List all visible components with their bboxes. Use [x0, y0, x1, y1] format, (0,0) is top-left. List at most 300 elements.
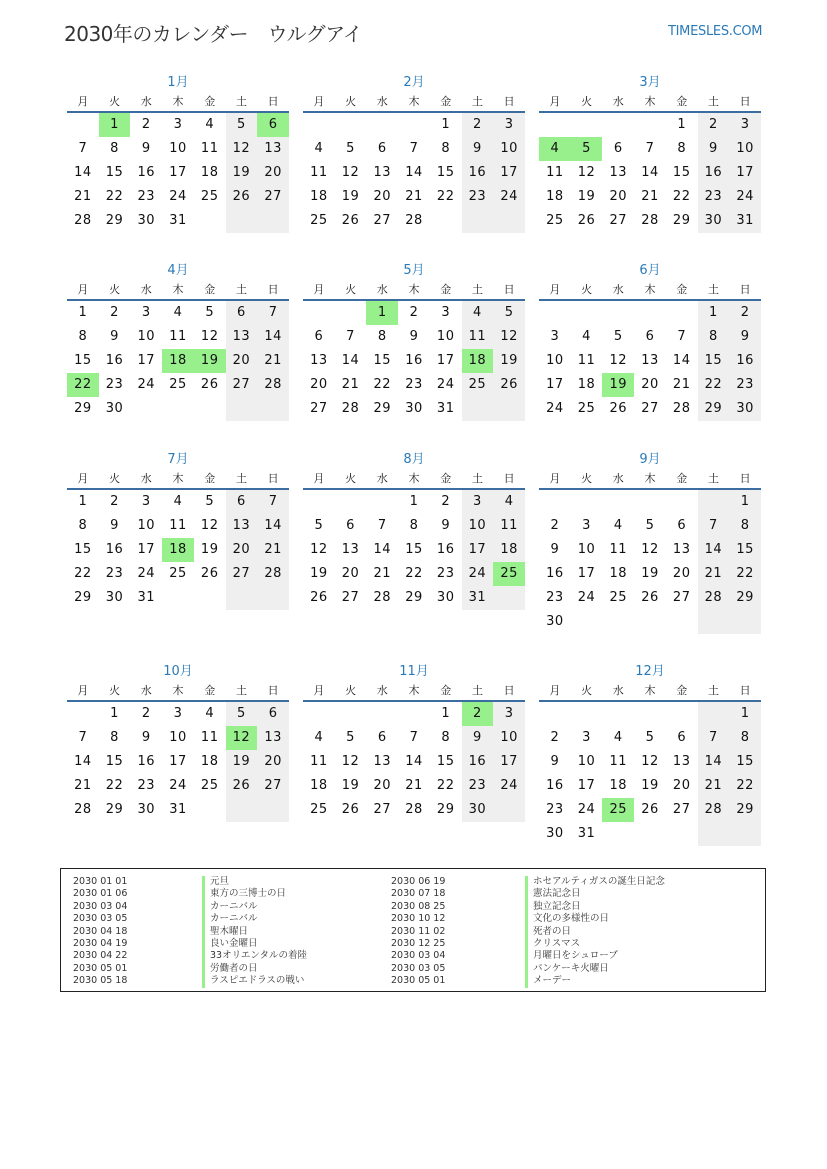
day-cell[interactable]: 12 [200, 518, 219, 533]
day-cell[interactable]: 16 [729, 349, 761, 373]
day-cell[interactable]: 8 [729, 514, 761, 538]
day-cell[interactable]: 6 [346, 518, 355, 533]
day-cell[interactable]: 21 [641, 189, 659, 204]
day-cell[interactable]: 5 [226, 702, 258, 726]
day-cell[interactable]: 9 [550, 754, 560, 769]
day-cell[interactable]: 21 [74, 189, 92, 204]
day-cell[interactable]: 21 [373, 566, 392, 581]
day-cell[interactable]: 15 [672, 165, 691, 180]
day-cell[interactable]: 17 [493, 750, 525, 774]
day-cell[interactable]: 22 [672, 189, 691, 204]
day-cell[interactable]: 11 [546, 165, 564, 180]
day-cell[interactable]: 14 [373, 542, 392, 557]
day-cell[interactable]: 29 [698, 397, 730, 421]
day-cell[interactable]: 30 [405, 401, 423, 416]
day-cell[interactable]: 20 [672, 778, 691, 793]
day-cell[interactable]: 5 [314, 518, 324, 533]
day-cell[interactable]: 21 [341, 377, 360, 392]
day-cell[interactable]: 10 [577, 754, 596, 769]
day-cell[interactable]: 27 [257, 185, 289, 209]
day-cell[interactable]: 20 [672, 566, 691, 581]
day-cell[interactable]: 12 [641, 542, 659, 557]
day-cell[interactable]: 24 [729, 185, 761, 209]
day-cell[interactable]: 24 [493, 185, 525, 209]
day-cell[interactable]: 10 [493, 137, 525, 161]
day-cell[interactable]: 15 [74, 542, 92, 557]
day-cell[interactable]: 25 [577, 401, 596, 416]
day-cell[interactable]: 19 [200, 542, 219, 557]
day-cell[interactable]: 12 [577, 165, 596, 180]
day-cell[interactable]: 13 [641, 353, 659, 368]
day-cell[interactable]: 18 [493, 538, 525, 562]
day-cell[interactable]: 31 [137, 590, 156, 605]
day-cell[interactable]: 21 [698, 774, 730, 798]
day-cell[interactable]: 12 [310, 542, 328, 557]
day-cell[interactable]: 12 [493, 325, 525, 349]
day-cell[interactable]: 14 [74, 754, 92, 769]
day-cell[interactable]: 2 [110, 305, 119, 320]
day-cell[interactable]: 30 [462, 798, 494, 822]
day-cell[interactable]: 29 [74, 401, 92, 416]
day-cell[interactable]: 15 [698, 349, 730, 373]
day-cell[interactable]: 27 [341, 590, 360, 605]
day-cell[interactable]: 27 [609, 213, 628, 228]
day-cell[interactable]: 28 [74, 802, 92, 817]
day-cell[interactable]: 3 [173, 117, 183, 132]
day-cell[interactable]: 28 [257, 562, 289, 586]
day-cell[interactable]: 16 [698, 161, 730, 185]
holiday-day-cell[interactable]: 12 [226, 726, 258, 750]
day-cell[interactable]: 28 [257, 373, 289, 397]
day-cell[interactable]: 4 [173, 494, 183, 509]
day-cell[interactable]: 15 [105, 754, 124, 769]
day-cell[interactable]: 8 [377, 329, 387, 344]
day-cell[interactable]: 8 [110, 730, 119, 745]
day-cell[interactable]: 7 [78, 141, 88, 156]
day-cell[interactable]: 2 [110, 494, 119, 509]
day-cell[interactable]: 19 [226, 161, 258, 185]
day-cell[interactable]: 19 [341, 778, 360, 793]
day-cell[interactable]: 15 [729, 750, 761, 774]
day-cell[interactable]: 8 [441, 730, 451, 745]
day-cell[interactable]: 27 [226, 562, 258, 586]
day-cell[interactable]: 23 [546, 590, 564, 605]
day-cell[interactable]: 10 [493, 726, 525, 750]
holiday-day-cell[interactable]: 6 [257, 113, 289, 137]
day-cell[interactable]: 17 [137, 542, 156, 557]
day-cell[interactable]: 21 [257, 538, 289, 562]
day-cell[interactable]: 16 [546, 566, 564, 581]
day-cell[interactable]: 24 [462, 562, 494, 586]
day-cell[interactable]: 27 [641, 401, 659, 416]
day-cell[interactable]: 22 [729, 774, 761, 798]
day-cell[interactable]: 3 [462, 490, 494, 514]
day-cell[interactable]: 14 [698, 538, 730, 562]
day-cell[interactable]: 9 [441, 518, 451, 533]
day-cell[interactable]: 21 [698, 562, 730, 586]
day-cell[interactable]: 10 [169, 141, 187, 156]
day-cell[interactable]: 1 [441, 706, 451, 721]
day-cell[interactable]: 23 [698, 185, 730, 209]
holiday-day-cell[interactable]: 22 [67, 373, 99, 397]
day-cell[interactable]: 26 [200, 566, 219, 581]
day-cell[interactable]: 10 [729, 137, 761, 161]
day-cell[interactable]: 23 [137, 778, 156, 793]
holiday-day-cell[interactable]: 2 [462, 702, 494, 726]
day-cell[interactable]: 2 [550, 730, 560, 745]
day-cell[interactable]: 23 [729, 373, 761, 397]
day-cell[interactable]: 28 [373, 590, 392, 605]
day-cell[interactable]: 22 [405, 566, 423, 581]
holiday-day-cell[interactable]: 18 [462, 349, 494, 373]
day-cell[interactable]: 1 [729, 702, 761, 726]
day-cell[interactable]: 4 [314, 141, 324, 156]
day-cell[interactable]: 20 [226, 349, 258, 373]
day-cell[interactable]: 22 [436, 778, 455, 793]
day-cell[interactable]: 4 [205, 706, 215, 721]
day-cell[interactable]: 31 [729, 209, 761, 233]
day-cell[interactable]: 1 [78, 305, 88, 320]
day-cell[interactable]: 3 [729, 113, 761, 137]
day-cell[interactable]: 25 [200, 778, 219, 793]
day-cell[interactable]: 26 [310, 590, 328, 605]
day-cell[interactable]: 12 [226, 137, 258, 161]
day-cell[interactable]: 23 [137, 189, 156, 204]
day-cell[interactable]: 14 [341, 353, 360, 368]
day-cell[interactable]: 30 [137, 213, 156, 228]
day-cell[interactable]: 18 [577, 377, 596, 392]
day-cell[interactable]: 28 [341, 401, 360, 416]
day-cell[interactable]: 10 [436, 329, 455, 344]
day-cell[interactable]: 11 [609, 542, 628, 557]
day-cell[interactable]: 4 [173, 305, 183, 320]
day-cell[interactable]: 25 [200, 189, 219, 204]
day-cell[interactable]: 22 [729, 562, 761, 586]
day-cell[interactable]: 8 [78, 329, 88, 344]
day-cell[interactable]: 11 [493, 514, 525, 538]
day-cell[interactable]: 4 [582, 329, 591, 344]
day-cell[interactable]: 22 [436, 189, 455, 204]
day-cell[interactable]: 6 [226, 301, 258, 325]
day-cell[interactable]: 26 [493, 373, 525, 397]
day-cell[interactable]: 27 [257, 774, 289, 798]
day-cell[interactable]: 25 [609, 590, 628, 605]
day-cell[interactable]: 20 [226, 538, 258, 562]
day-cell[interactable]: 11 [609, 754, 628, 769]
day-cell[interactable]: 26 [641, 590, 659, 605]
holiday-day-cell[interactable]: 18 [162, 538, 194, 562]
day-cell[interactable]: 8 [409, 518, 419, 533]
holiday-day-cell[interactable]: 1 [366, 301, 398, 325]
day-cell[interactable]: 1 [78, 494, 88, 509]
day-cell[interactable]: 12 [200, 329, 219, 344]
day-cell[interactable]: 7 [698, 514, 730, 538]
day-cell[interactable]: 5 [205, 494, 215, 509]
day-cell[interactable]: 6 [226, 490, 258, 514]
day-cell[interactable]: 7 [677, 329, 687, 344]
day-cell[interactable]: 14 [672, 353, 691, 368]
day-cell[interactable]: 9 [550, 542, 560, 557]
day-cell[interactable]: 1 [409, 494, 419, 509]
day-cell[interactable]: 16 [546, 778, 564, 793]
day-cell[interactable]: 28 [698, 586, 730, 610]
day-cell[interactable]: 24 [577, 802, 596, 817]
day-cell[interactable]: 14 [641, 165, 659, 180]
holiday-day-cell[interactable]: 1 [99, 113, 131, 137]
day-cell[interactable]: 14 [698, 750, 730, 774]
holiday-day-cell[interactable]: 19 [602, 373, 634, 397]
day-cell[interactable]: 17 [169, 754, 187, 769]
day-cell[interactable]: 29 [405, 590, 423, 605]
day-cell[interactable]: 22 [105, 778, 124, 793]
day-cell[interactable]: 25 [169, 377, 187, 392]
day-cell[interactable]: 13 [373, 754, 392, 769]
day-cell[interactable]: 25 [169, 566, 187, 581]
day-cell[interactable]: 13 [341, 542, 360, 557]
day-cell[interactable]: 17 [137, 353, 156, 368]
day-cell[interactable]: 31 [169, 802, 187, 817]
day-cell[interactable]: 22 [74, 566, 92, 581]
day-cell[interactable]: 31 [577, 826, 596, 841]
day-cell[interactable]: 11 [577, 353, 596, 368]
day-cell[interactable]: 24 [493, 774, 525, 798]
day-cell[interactable]: 26 [609, 401, 628, 416]
day-cell[interactable]: 12 [341, 165, 360, 180]
day-cell[interactable]: 23 [462, 185, 494, 209]
day-cell[interactable]: 30 [105, 590, 124, 605]
day-cell[interactable]: 6 [377, 730, 387, 745]
day-cell[interactable]: 15 [436, 754, 455, 769]
day-cell[interactable]: 11 [169, 518, 187, 533]
day-cell[interactable]: 28 [74, 213, 92, 228]
day-cell[interactable]: 21 [405, 189, 423, 204]
day-cell[interactable]: 26 [341, 213, 360, 228]
day-cell[interactable]: 28 [405, 213, 423, 228]
day-cell[interactable]: 4 [462, 301, 494, 325]
day-cell[interactable]: 7 [78, 730, 88, 745]
day-cell[interactable]: 7 [645, 141, 655, 156]
day-cell[interactable]: 13 [257, 726, 289, 750]
day-cell[interactable]: 9 [698, 137, 730, 161]
day-cell[interactable]: 9 [141, 730, 151, 745]
site-brand[interactable]: TIMESLES.COM [668, 24, 763, 39]
day-cell[interactable]: 20 [609, 189, 628, 204]
day-cell[interactable]: 17 [577, 778, 596, 793]
day-cell[interactable]: 6 [677, 518, 687, 533]
day-cell[interactable]: 20 [373, 189, 392, 204]
day-cell[interactable]: 13 [226, 325, 258, 349]
day-cell[interactable]: 10 [169, 730, 187, 745]
day-cell[interactable]: 27 [226, 373, 258, 397]
day-cell[interactable]: 23 [405, 377, 423, 392]
day-cell[interactable]: 6 [645, 329, 655, 344]
day-cell[interactable]: 10 [462, 514, 494, 538]
day-cell[interactable]: 16 [105, 542, 124, 557]
day-cell[interactable]: 29 [729, 798, 761, 822]
day-cell[interactable]: 13 [609, 165, 628, 180]
day-cell[interactable]: 20 [257, 161, 289, 185]
day-cell[interactable]: 4 [613, 518, 623, 533]
day-cell[interactable]: 11 [462, 325, 494, 349]
day-cell[interactable]: 26 [341, 802, 360, 817]
day-cell[interactable]: 11 [200, 141, 219, 156]
day-cell[interactable]: 9 [729, 325, 761, 349]
day-cell[interactable]: 5 [226, 113, 258, 137]
day-cell[interactable]: 29 [105, 213, 124, 228]
day-cell[interactable]: 3 [441, 305, 451, 320]
day-cell[interactable]: 12 [641, 754, 659, 769]
day-cell[interactable]: 7 [257, 301, 289, 325]
day-cell[interactable]: 30 [729, 397, 761, 421]
day-cell[interactable]: 19 [226, 750, 258, 774]
day-cell[interactable]: 20 [341, 566, 360, 581]
day-cell[interactable]: 28 [698, 798, 730, 822]
day-cell[interactable]: 23 [105, 377, 124, 392]
day-cell[interactable]: 23 [436, 566, 455, 581]
day-cell[interactable]: 29 [74, 590, 92, 605]
day-cell[interactable]: 7 [409, 730, 419, 745]
day-cell[interactable]: 8 [110, 141, 119, 156]
day-cell[interactable]: 17 [169, 165, 187, 180]
day-cell[interactable]: 9 [409, 329, 419, 344]
day-cell[interactable]: 15 [74, 353, 92, 368]
day-cell[interactable]: 11 [169, 329, 187, 344]
day-cell[interactable]: 6 [314, 329, 324, 344]
day-cell[interactable]: 15 [405, 542, 423, 557]
day-cell[interactable]: 6 [377, 141, 387, 156]
day-cell[interactable]: 18 [200, 165, 219, 180]
day-cell[interactable]: 3 [582, 730, 591, 745]
day-cell[interactable]: 29 [672, 213, 691, 228]
day-cell[interactable]: 21 [405, 778, 423, 793]
day-cell[interactable]: 1 [729, 490, 761, 514]
day-cell[interactable]: 17 [546, 377, 564, 392]
day-cell[interactable]: 2 [409, 305, 419, 320]
day-cell[interactable]: 6 [257, 702, 289, 726]
day-cell[interactable]: 17 [436, 353, 455, 368]
day-cell[interactable]: 10 [577, 542, 596, 557]
day-cell[interactable]: 9 [462, 726, 494, 750]
day-cell[interactable]: 26 [200, 377, 219, 392]
day-cell[interactable]: 27 [672, 802, 691, 817]
day-cell[interactable]: 4 [205, 117, 215, 132]
day-cell[interactable]: 2 [698, 113, 730, 137]
day-cell[interactable]: 6 [677, 730, 687, 745]
day-cell[interactable]: 29 [729, 586, 761, 610]
day-cell[interactable]: 28 [641, 213, 659, 228]
day-cell[interactable]: 19 [577, 189, 596, 204]
day-cell[interactable]: 31 [462, 586, 494, 610]
day-cell[interactable]: 26 [577, 213, 596, 228]
day-cell[interactable]: 15 [729, 538, 761, 562]
day-cell[interactable]: 15 [436, 165, 455, 180]
day-cell[interactable]: 27 [373, 802, 392, 817]
day-cell[interactable]: 24 [137, 377, 156, 392]
day-cell[interactable]: 19 [641, 778, 659, 793]
day-cell[interactable]: 21 [257, 349, 289, 373]
day-cell[interactable]: 22 [105, 189, 124, 204]
day-cell[interactable]: 20 [257, 750, 289, 774]
day-cell[interactable]: 14 [405, 165, 423, 180]
day-cell[interactable]: 30 [105, 401, 124, 416]
holiday-day-cell[interactable]: 19 [194, 349, 226, 373]
day-cell[interactable]: 7 [257, 490, 289, 514]
day-cell[interactable]: 25 [310, 802, 328, 817]
day-cell[interactable]: 19 [641, 566, 659, 581]
day-cell[interactable]: 28 [672, 401, 691, 416]
day-cell[interactable]: 10 [546, 353, 564, 368]
day-cell[interactable]: 13 [310, 353, 328, 368]
day-cell[interactable]: 16 [137, 754, 156, 769]
day-cell[interactable]: 3 [550, 329, 560, 344]
day-cell[interactable]: 5 [205, 305, 215, 320]
day-cell[interactable]: 2 [462, 113, 494, 137]
day-cell[interactable]: 31 [169, 213, 187, 228]
day-cell[interactable]: 16 [405, 353, 423, 368]
day-cell[interactable]: 1 [110, 706, 119, 721]
day-cell[interactable]: 25 [310, 213, 328, 228]
holiday-day-cell[interactable]: 25 [602, 798, 634, 822]
day-cell[interactable]: 29 [373, 401, 392, 416]
day-cell[interactable]: 30 [698, 209, 730, 233]
day-cell[interactable]: 24 [546, 401, 564, 416]
day-cell[interactable]: 16 [462, 161, 494, 185]
day-cell[interactable]: 5 [346, 141, 355, 156]
day-cell[interactable]: 15 [105, 165, 124, 180]
day-cell[interactable]: 18 [609, 778, 628, 793]
day-cell[interactable]: 17 [729, 161, 761, 185]
day-cell[interactable]: 14 [405, 754, 423, 769]
day-cell[interactable]: 3 [141, 494, 151, 509]
day-cell[interactable]: 9 [141, 141, 151, 156]
day-cell[interactable]: 25 [546, 213, 564, 228]
day-cell[interactable]: 30 [137, 802, 156, 817]
day-cell[interactable]: 27 [672, 590, 691, 605]
day-cell[interactable]: 5 [346, 730, 355, 745]
day-cell[interactable]: 18 [609, 566, 628, 581]
day-cell[interactable]: 29 [436, 802, 455, 817]
day-cell[interactable]: 7 [377, 518, 387, 533]
day-cell[interactable]: 30 [436, 590, 455, 605]
day-cell[interactable]: 16 [105, 353, 124, 368]
day-cell[interactable]: 14 [257, 325, 289, 349]
day-cell[interactable]: 25 [462, 373, 494, 397]
day-cell[interactable]: 17 [493, 161, 525, 185]
day-cell[interactable]: 16 [462, 750, 494, 774]
day-cell[interactable]: 21 [672, 377, 691, 392]
day-cell[interactable]: 18 [310, 189, 328, 204]
day-cell[interactable]: 1 [441, 117, 451, 132]
day-cell[interactable]: 18 [200, 754, 219, 769]
day-cell[interactable]: 16 [436, 542, 455, 557]
day-cell[interactable]: 19 [493, 349, 525, 373]
day-cell[interactable]: 3 [582, 518, 591, 533]
day-cell[interactable]: 12 [341, 754, 360, 769]
day-cell[interactable]: 10 [137, 329, 156, 344]
day-cell[interactable]: 12 [609, 353, 628, 368]
day-cell[interactable]: 3 [141, 305, 151, 320]
day-cell[interactable]: 8 [441, 141, 451, 156]
day-cell[interactable]: 8 [78, 518, 88, 533]
day-cell[interactable]: 6 [613, 141, 623, 156]
day-cell[interactable]: 26 [226, 185, 258, 209]
day-cell[interactable]: 18 [546, 189, 564, 204]
day-cell[interactable]: 1 [677, 117, 687, 132]
day-cell[interactable]: 26 [226, 774, 258, 798]
day-cell[interactable]: 2 [141, 117, 151, 132]
day-cell[interactable]: 7 [698, 726, 730, 750]
day-cell[interactable]: 9 [462, 137, 494, 161]
